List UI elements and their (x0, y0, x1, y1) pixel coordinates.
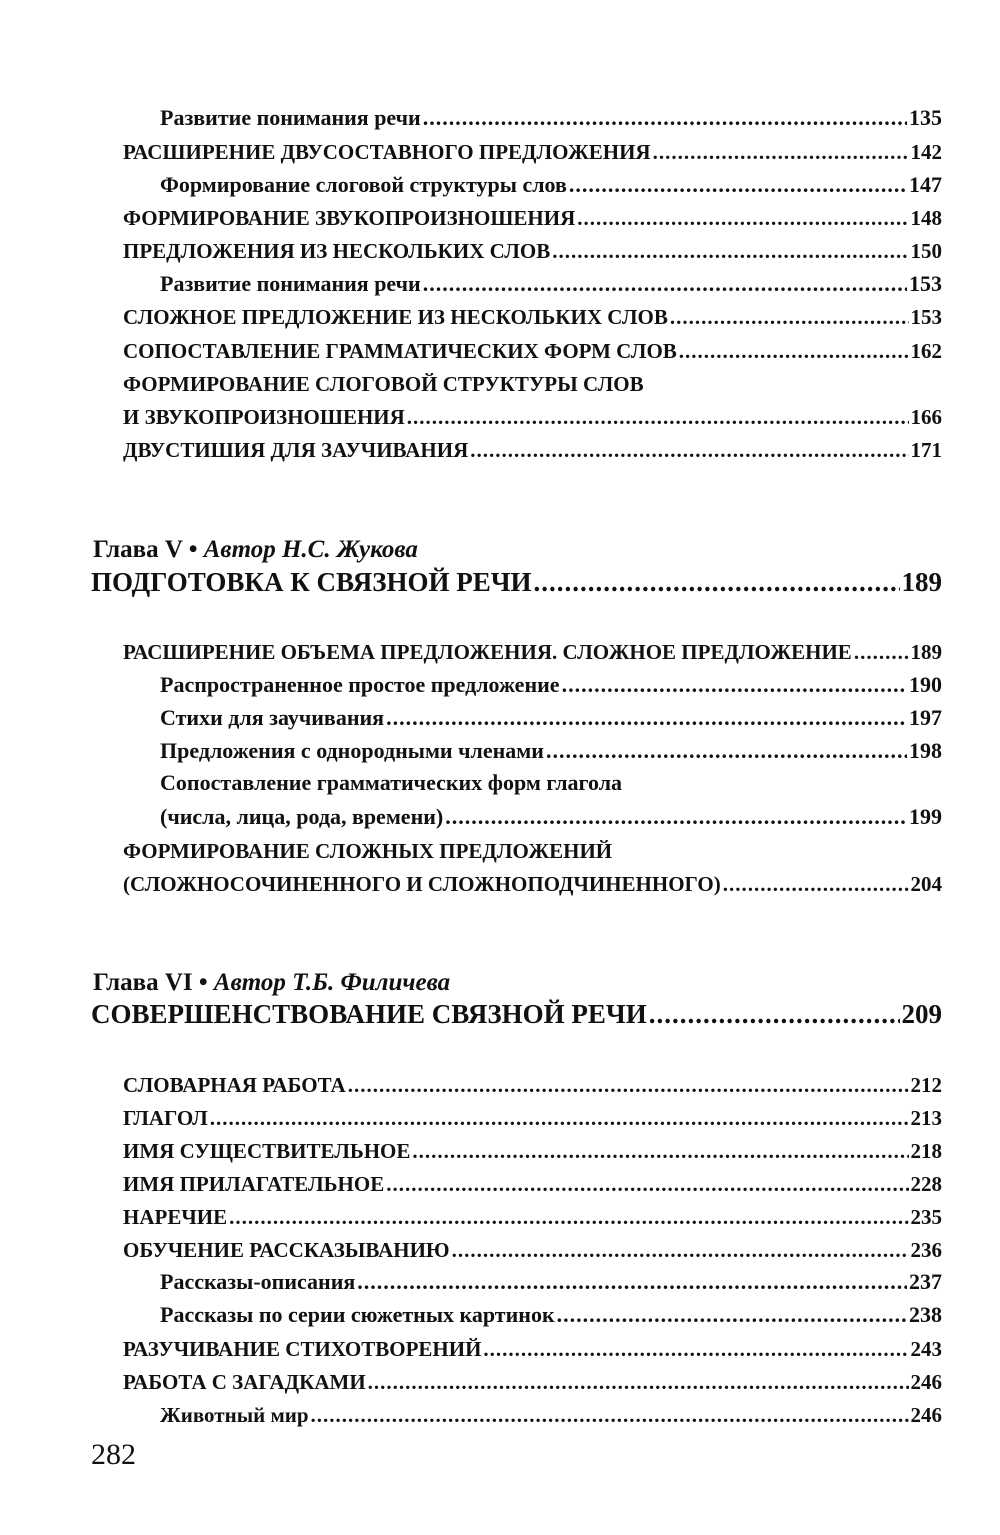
leader-dots (368, 1370, 909, 1395)
toc-entry-page: 142 (910, 140, 942, 164)
toc-entry-page: 238 (909, 1302, 942, 1327)
chapter-label: Глава VI (93, 969, 193, 996)
toc-entry-title: Распространенное простое предложение (160, 672, 560, 697)
toc-entry-title: СЛОЖНОЕ ПРЕДЛОЖЕНИЕ ИЗ НЕСКОЛЬКИХ СЛОВ (123, 305, 668, 329)
leader-dots (229, 1205, 908, 1230)
chapter-page: 209 (901, 999, 942, 1029)
leader-dots (649, 999, 900, 1030)
toc-entry-page: 204 (910, 872, 942, 896)
toc-entry (0, 1238, 1000, 1263)
leader-dots (348, 1073, 909, 1098)
toc-entry-title: РАСШИРЕНИЕ ОБЪЕМА ПРЕДЛОЖЕНИЯ. СЛОЖНОЕ ПРЕДЛОЖЕНИЕ (123, 640, 852, 664)
toc-entry (0, 1205, 1000, 1230)
toc-entry-title-line1: ФОРМИРОВАНИЕ СЛОГОВОЙ СТРУКТУРЫ СЛОВ (123, 372, 644, 396)
leader-dots (386, 1172, 908, 1197)
leader-dots (562, 672, 907, 698)
page-number: 282 (91, 1438, 136, 1471)
toc-entry (0, 804, 1000, 830)
bullet: • (198, 969, 208, 996)
toc-entry-title: (числа, лица, рода, времени) (160, 804, 444, 829)
toc-entry-page: 153 (909, 271, 942, 296)
leader-dots (653, 140, 909, 165)
leader-dots (552, 239, 908, 264)
leader-dots (210, 1106, 909, 1131)
toc-entry-page: 148 (910, 206, 942, 230)
toc-entry-title: СОПОСТАВЛЕНИЕ ГРАММАТИЧЕСКИХ ФОРМ СЛОВ (123, 339, 677, 363)
toc-entry (0, 1403, 1000, 1428)
toc-entry-title: ИМЯ СУЩЕСТВИТЕЛЬНОЕ (123, 1139, 411, 1163)
chapter-author: Автор Н.С. Жукова (203, 536, 418, 563)
leader-dots (723, 872, 909, 897)
toc-entry (0, 105, 1000, 131)
toc-entry-page: 199 (909, 804, 942, 829)
chapter-header (93, 536, 418, 564)
toc-entry-title: Стихи для заучивания (160, 705, 385, 730)
toc-entry (0, 738, 1000, 764)
leader-dots (357, 1269, 907, 1295)
toc-entry-page: 218 (910, 1139, 942, 1163)
toc-entry-title: ОБУЧЕНИЕ РАССКАЗЫВАНИЮ (123, 1238, 450, 1262)
toc-entry-page: 150 (910, 239, 942, 263)
toc-entry-page: 166 (910, 405, 942, 429)
chapter-label: Глава V (93, 536, 183, 563)
toc-entry (0, 172, 1000, 198)
toc-entry-page: 237 (909, 1269, 942, 1294)
chapter-title-line (0, 999, 1000, 1030)
toc-entry (0, 1139, 1000, 1164)
leader-dots (407, 405, 909, 430)
leader-dots (534, 567, 900, 598)
leader-dots (854, 640, 909, 665)
leader-dots (423, 271, 907, 297)
toc-entry (0, 305, 1000, 330)
toc-entry-title: ПРЕДЛОЖЕНИЯ ИЗ НЕСКОЛЬКИХ СЛОВ (123, 239, 551, 263)
leader-dots (557, 1302, 907, 1328)
toc-entry-title: Рассказы-описания (160, 1269, 356, 1294)
toc-entry (0, 705, 1000, 731)
chapter-title: ПОДГОТОВКА К СВЯЗНОЙ РЕЧИ (91, 567, 532, 597)
toc-entry-title-line1: ФОРМИРОВАНИЕ СЛОЖНЫХ ПРЕДЛОЖЕНИЙ (123, 839, 613, 863)
leader-dots (679, 339, 909, 364)
toc-entry-page: 198 (909, 738, 942, 763)
chapter-header (93, 969, 450, 997)
toc-entry (0, 438, 1000, 463)
toc-entry-title: РАБОТА С ЗАГАДКАМИ (123, 1370, 366, 1394)
toc-entry (0, 1073, 1000, 1098)
toc-entry-page: 235 (910, 1205, 942, 1229)
toc-entry-page: 213 (910, 1106, 942, 1130)
toc-entry (0, 140, 1000, 165)
leader-dots (670, 305, 909, 330)
toc-entry (0, 872, 1000, 897)
toc-entry-page: 189 (910, 640, 942, 664)
toc-entry (0, 1370, 1000, 1395)
toc-entry-title: (СЛОЖНОСОЧИНЕННОГО И СЛОЖНОПОДЧИНЕННОГО) (123, 872, 721, 896)
toc-entry-page: 135 (909, 105, 942, 130)
toc-entry-title: РАСШИРЕНИЕ ДВУСОСТАВНОГО ПРЕДЛОЖЕНИЯ (123, 140, 651, 164)
leader-dots (311, 1403, 909, 1428)
toc-entry-title: ФОРМИРОВАНИЕ ЗВУКОПРОИЗНОШЕНИЯ (123, 206, 576, 230)
toc-entry-title: ГЛАГОЛ (123, 1106, 208, 1130)
toc-entry-page: 162 (910, 339, 942, 363)
toc-entry-title: РАЗУЧИВАНИЕ СТИХОТВОРЕНИЙ (123, 1337, 482, 1361)
toc-entry (0, 640, 1000, 665)
toc-entry-title: Формирование слоговой структуры слов (160, 172, 567, 197)
toc-entry-page: 171 (910, 438, 942, 462)
toc-entry-title-line1: Сопоставление грамматических форм глагола (160, 770, 623, 795)
toc-entry-page: 190 (909, 672, 942, 697)
leader-dots (452, 1238, 909, 1263)
toc-entry (0, 672, 1000, 698)
leader-dots (412, 1139, 908, 1164)
toc-entry (0, 339, 1000, 364)
leader-dots (546, 738, 907, 764)
toc-entry-title: Животный мир (160, 1403, 309, 1427)
toc-entry-page: 153 (910, 305, 942, 329)
toc-entry-title: Развитие понимания речи (160, 271, 421, 296)
toc-entry-title: Предложения с однородными членами (160, 738, 544, 763)
leader-dots (470, 438, 908, 463)
toc-entry (0, 1269, 1000, 1295)
leader-dots (423, 105, 907, 131)
toc-entry-title: И ЗВУКОПРОИЗНОШЕНИЯ (123, 405, 405, 429)
bullet: • (188, 536, 198, 563)
toc-entry-title: ИМЯ ПРИЛАГАТЕЛЬНОЕ (123, 1172, 385, 1196)
toc-entry (0, 1302, 1000, 1328)
toc-entry (0, 1106, 1000, 1131)
leader-dots (577, 206, 908, 231)
toc-entry-title: ДВУСТИШИЯ ДЛЯ ЗАУЧИВАНИЯ (123, 438, 469, 462)
toc-entry-page: 243 (910, 1337, 942, 1361)
toc-entry (0, 1172, 1000, 1197)
chapter-title-line (0, 567, 1000, 598)
leader-dots (386, 705, 907, 731)
toc-entry-page: 246 (910, 1370, 942, 1394)
toc-entry (0, 271, 1000, 297)
toc-entry-page: 197 (909, 705, 942, 730)
toc-entry-page: 236 (910, 1238, 942, 1262)
leader-dots (483, 1337, 908, 1362)
toc-entry-page: 228 (910, 1172, 942, 1196)
toc-entry-page: 147 (909, 172, 942, 197)
toc-entry-page: 246 (910, 1403, 942, 1427)
leader-dots (445, 804, 907, 830)
toc-entry-title: Развитие понимания речи (160, 105, 421, 130)
toc-entry-title: СЛОВАРНАЯ РАБОТА (123, 1073, 346, 1097)
toc-entry-title: Рассказы по серии сюжетных картинок (160, 1302, 555, 1327)
toc-entry (0, 405, 1000, 430)
toc-entry-title: НАРЕЧИЕ (123, 1205, 228, 1229)
chapter-title: СОВЕРШЕНСТВОВАНИЕ СВЯЗНОЙ РЕЧИ (91, 999, 647, 1029)
chapter-author: Автор Т.Б. Филичева (213, 969, 451, 996)
chapter-page: 189 (901, 567, 942, 597)
toc-entry-page: 212 (910, 1073, 942, 1097)
toc-entry (0, 206, 1000, 231)
toc-entry (0, 1337, 1000, 1362)
leader-dots (569, 172, 907, 198)
toc-entry (0, 239, 1000, 264)
